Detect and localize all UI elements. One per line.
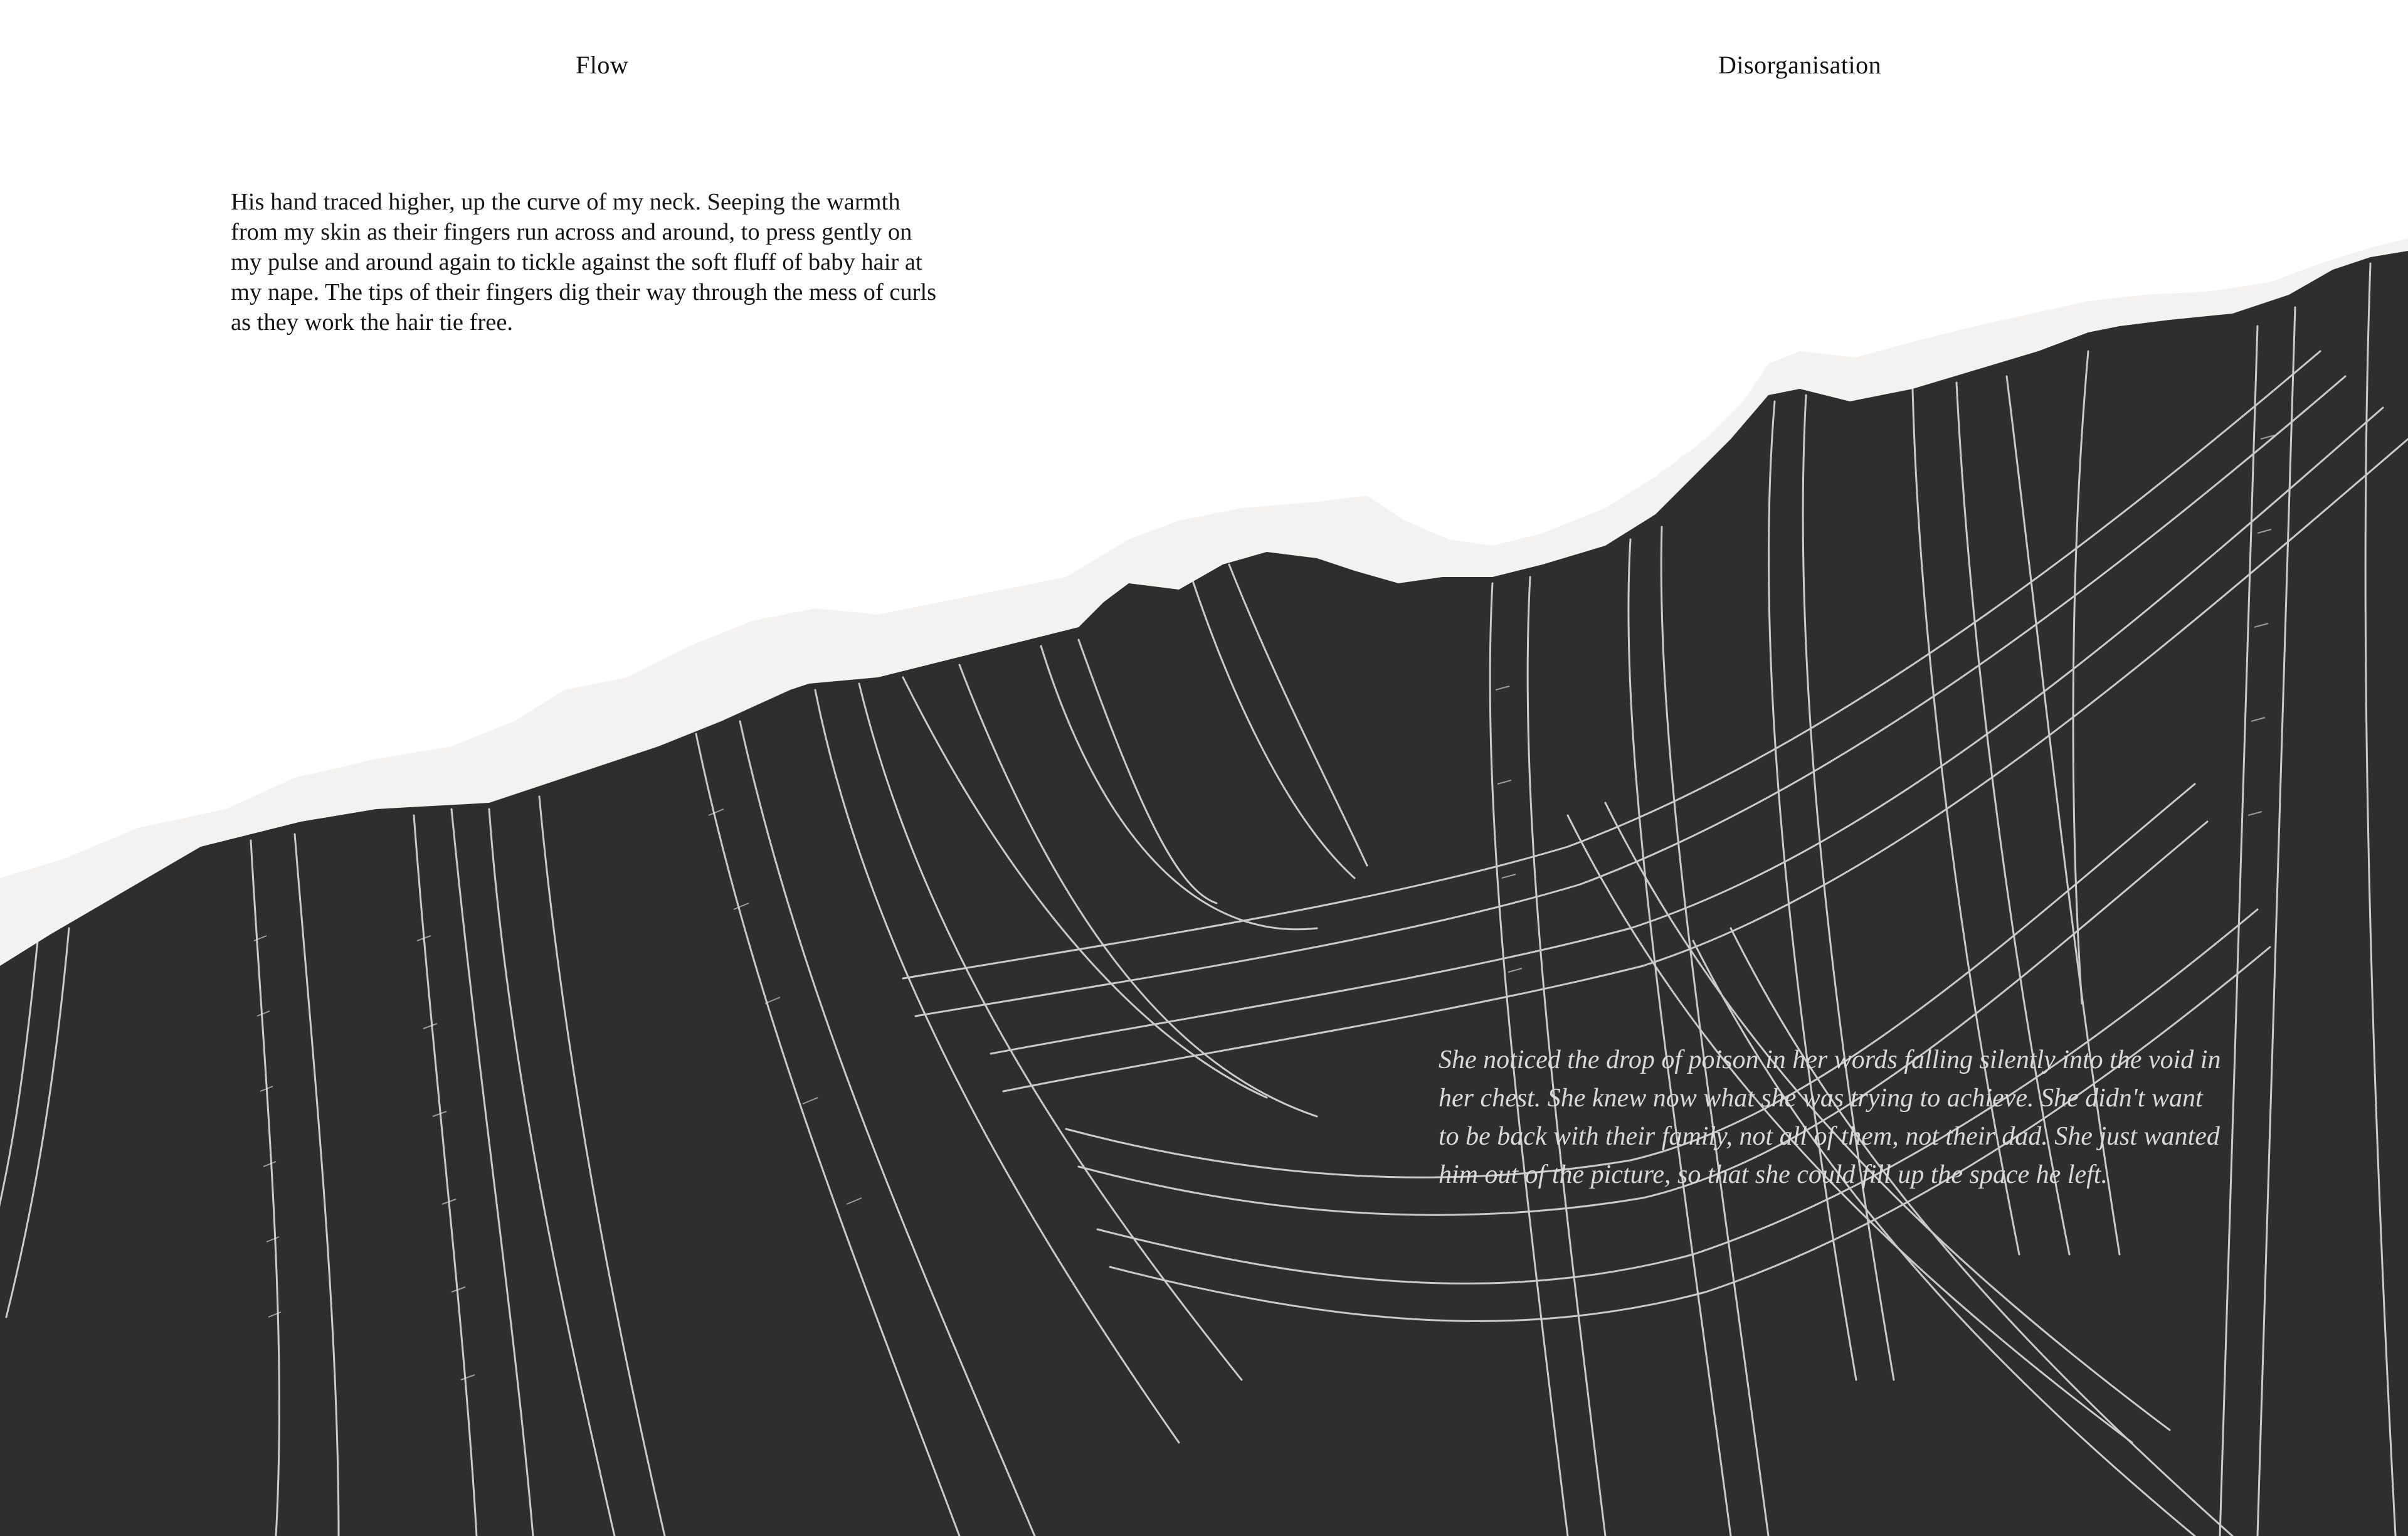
body-text-right: She noticed the drop of poison in her words falling silently into the void in her chest. She knew now what she was trying to achieve. She didn't want to be back with their family, not all of them, not their dad. She just wanted him out of the picture, so that she could fill up the space he left. <box>1439 1046 2221 1189</box>
dark-paper <box>0 251 2408 1536</box>
page-title-left: Flow <box>576 51 629 79</box>
page-title-right: Disorganisation <box>1718 51 1882 79</box>
body-text-left: His hand traced higher, up the curve of my neck. Seeping the warmth from my skin as their fingers run across and around, to press gently on my pulse and around again to tickle against the soft fluff of baby hair at my nape. The tips of their fingers dig their way through the mess of curls as they work the hair tie free. <box>231 189 937 336</box>
